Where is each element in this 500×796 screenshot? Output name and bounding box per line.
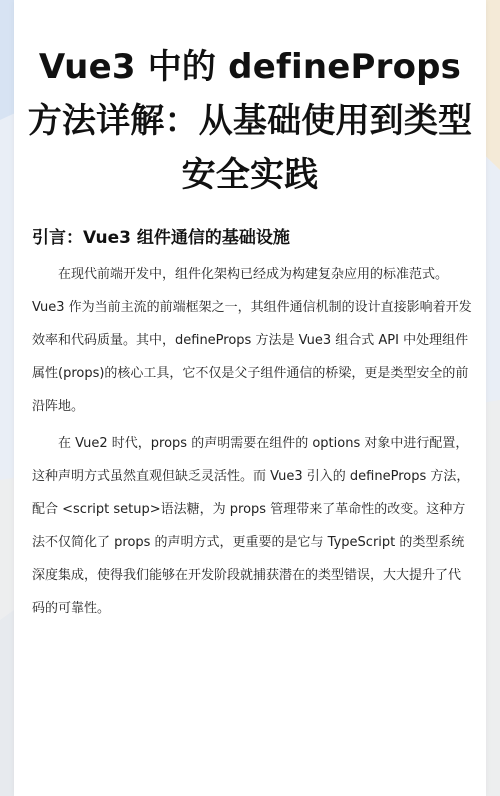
paragraph-2: 在 Vue2 时代，props 的声明需要在组件的 options 对象中进行配置，这种声明方式虽然直观但缺乏灵活性。而 Vue3 引入的 defineProps 方法，配合 <script setup>语法糖，为 props 管理带来了革命性的改变。这种方法不仅简化了 props 的声明方式，更重要的是它与 TypeScript 的类型系统深度集成，使得我们能够在开发阶段就捕获潜在的类型错误，大大提升了代码的可靠性。 [32, 436, 470, 616]
article-page [14, 0, 486, 796]
section-heading: 引言：Vue3 组件通信的基础设施 [32, 228, 290, 248]
article-title: Vue3 中的 defineProps 方法详解：从基础使用到类型安全实践 [27, 47, 473, 195]
paragraph-1: 在现代前端开发中，组件化架构已经成为构建复杂应用的标准范式。Vue3 作为当前主流的前端框架之一，其组件通信机制的设计直接影响着开发效率和代码质量。其中，defineProps 方法是 Vue3 组合式 API 中处理组件属性(props)的核心工具，它不仅是父子组件通信的桥梁，更是类型安全的前沿阵地。 [32, 267, 472, 414]
